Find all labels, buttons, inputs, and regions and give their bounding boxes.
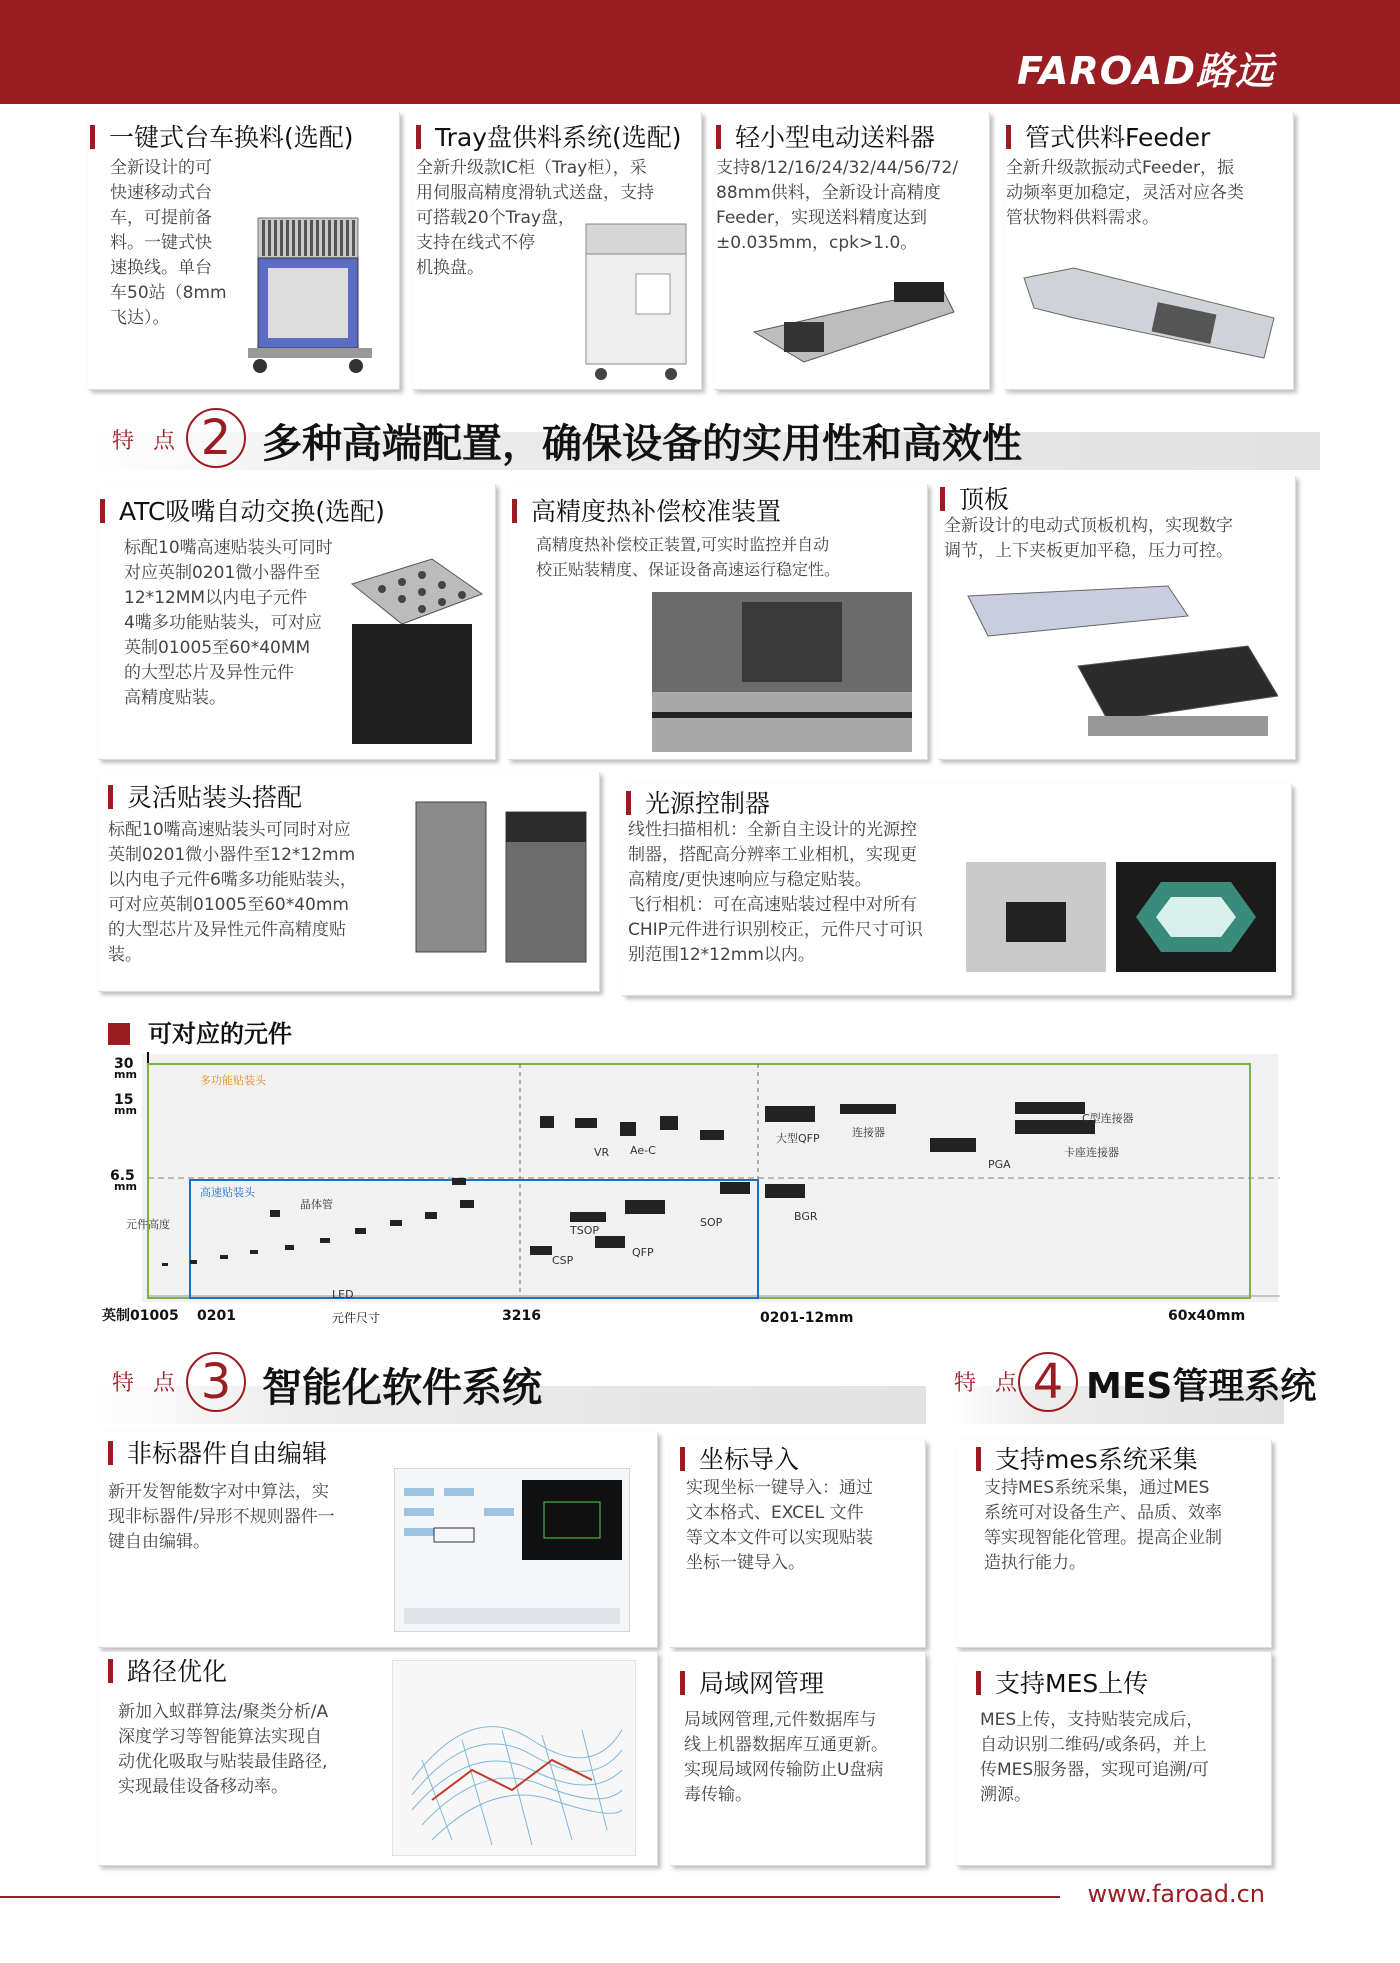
label-connector: 连接器 [852, 1126, 885, 1139]
faroad-logo: FAROAD路远 [1017, 49, 1274, 93]
card-title: 光源控制器 [626, 784, 770, 820]
card-body: 支持8/12/16/24/32/44/56/72/ 88mm供料，全新设计高精度 Feeder，实现送料精度达到 ±0.035mm，cpk>1.0。 [716, 158, 959, 253]
card-body: 实现坐标一键导入：通过 文本格式、EXCEL 文件 等文本文件可以实现贴装 坐标一键导入。 [686, 1478, 873, 1573]
ytick-6-5-unit: mm [114, 1180, 137, 1193]
card-body: 标配10嘴高速贴装头可同时 对应英制0201微小器件至 12*12MM以内电子元件 4嘴多功能贴装头，可对应 英制01005至60*40MM 的大型芯片及异性元件 高精度贴装。 [124, 538, 333, 708]
electric-feeder-image [744, 272, 974, 372]
card-tube-feeder [1004, 112, 1294, 390]
label-led: LED [332, 1288, 354, 1301]
ytick-15-unit: mm [114, 1104, 137, 1117]
region-multi-label: 多功能贴装头 [200, 1074, 266, 1087]
card-top-plate [938, 476, 1296, 760]
card-title: 高精度热补偿校准装置 [512, 492, 781, 528]
card-body: 局域网管理,元件数据库与 线上机器数据库互通更新。 实现局域网传输防止U盘病 毒传输。 [684, 1710, 888, 1805]
xtick-3216: 3216 [502, 1308, 541, 1324]
card-title: 灵活贴装头搭配 [108, 778, 302, 814]
y-axis-label: 元件高度 [126, 1218, 170, 1231]
xtick-0201-12mm: 0201-12mm [760, 1310, 854, 1326]
tube-feeder-image [1014, 258, 1284, 368]
card-light-controller [622, 784, 1292, 996]
section-2-label: 特 点 [112, 429, 181, 454]
card-title: 顶板 [940, 480, 1009, 516]
card-coordinate-import [670, 1440, 926, 1648]
top-plate-image [958, 576, 1278, 746]
card-body: 标配10嘴高速贴装头可同时对应 英制0201微小器件至12*12mm 以内电子元件6嘴多功能贴装头， 可对应英制01005至60*40mm 的大型芯片及异性元件高精度贴 装。 [108, 820, 357, 965]
section-4-label: 特 点 [954, 1371, 1023, 1396]
xtick-0201: 0201 [197, 1308, 236, 1324]
footer-line [0, 1896, 1060, 1898]
x-axis-label: 元件尺寸 [332, 1311, 381, 1325]
section-2-title: 多种高端配置，确保设备的实用性和高效性 [262, 421, 1022, 467]
card-path-optimization [98, 1652, 658, 1866]
section-3-title: 智能化软件系统 [262, 1365, 542, 1411]
component-chart [100, 1050, 1280, 1332]
xtick-01005: 英制01005 [102, 1308, 179, 1324]
camera-images [966, 862, 1286, 982]
label-pga: PGA [988, 1158, 1011, 1171]
card-body: 全新升级款IC柜（Tray柜），采 用伺服高精度滑轨式送盘，支持 可搭载20个Tray盘， 支持在线式不停 机换盘。 [416, 158, 654, 278]
label-aec: Ae-C [630, 1144, 656, 1157]
card-body: 全新升级款振动式Feeder，振 动频率更加稳定，灵活对应各类 管状物料供料需求。 [1006, 158, 1244, 228]
label-c-connector: C型连接器 [1082, 1112, 1134, 1125]
software-editor-image [394, 1468, 630, 1632]
atc-nozzle-image [342, 554, 492, 754]
region-high-speed-label: 高速贴装头 [200, 1186, 255, 1199]
cart-image [238, 208, 378, 378]
card-title: Tray盘供料系统(选配) [416, 118, 682, 154]
chart-title: 可对应的元件 [108, 1014, 292, 1049]
xtick-60x40mm: 60x40mm [1168, 1308, 1246, 1324]
card-body: 新加入蚁群算法/聚类分析/A 深度学习等智能算法实现自 动优化吸取与贴装最佳路径, 实现最佳设备移动率。 [118, 1702, 329, 1797]
card-title: 局域网管理 [680, 1664, 824, 1700]
label-transistor: 晶体管 [300, 1198, 333, 1211]
card-lan-management [670, 1652, 926, 1866]
section-3-label: 特 点 [112, 1371, 181, 1396]
ytick-30: 30 [114, 1056, 134, 1072]
card-cart-feeder [88, 112, 400, 390]
label-sop: SOP [700, 1216, 723, 1229]
label-card-connector: 卡座连接器 [1064, 1146, 1119, 1159]
label-bgr: BGR [794, 1210, 818, 1223]
card-body: 全新设计的电动式顶板机构，实现数字 调节，上下夹板更加平稳，压力可控。 [944, 516, 1233, 561]
card-body: 全新设计的可 快速移动式台 车，可提前备 料。一键式快 速换线。单台 车50站（8mm 飞达）。 [110, 158, 227, 328]
card-body: MES上传，支持贴装完成后， 自动识别二维码/或条码，并上 传MES服务器，实现可追溯/可 溯源。 [980, 1710, 1209, 1805]
label-large-qfp: 大型QFP [776, 1132, 820, 1145]
card-title: 坐标导入 [680, 1440, 799, 1476]
section-2-number: 2 [186, 408, 246, 468]
card-nonstandard-edit [98, 1432, 658, 1648]
section-4-title: MES管理系统 [1086, 1366, 1317, 1407]
card-body: 高精度热补偿校正装置,可实时监控并自动 校正贴装精度、保证设备高速运行稳定性。 [536, 535, 841, 579]
card-flexible-head [98, 772, 600, 992]
ytick-30-unit: mm [114, 1068, 137, 1081]
path-surface-plot [392, 1660, 636, 1856]
tray-cabinet-image [576, 214, 696, 384]
card-mes-collection [956, 1440, 1272, 1648]
label-vr: VR [594, 1146, 610, 1159]
card-thermal-compensation [508, 484, 928, 760]
thermal-device-image [652, 592, 912, 752]
card-title: 管式供料Feeder [1006, 118, 1210, 154]
label-tsop: TSOP [570, 1224, 599, 1237]
section-4-number: 4 [1018, 1352, 1078, 1412]
card-electric-feeder [714, 112, 990, 390]
card-atc-nozzle [98, 484, 496, 760]
card-title: 非标器件自由编辑 [108, 1434, 327, 1470]
card-title: 路径优化 [108, 1652, 227, 1688]
card-tray-feeder [412, 112, 702, 390]
ytick-15: 15 [114, 1092, 134, 1108]
card-title: 支持mes系统采集 [976, 1440, 1198, 1476]
card-title: ATC吸嘴自动交换(选配) [100, 492, 385, 528]
card-body: 线性扫描相机：全新自主设计的光源控 制器，搭配高分辨率工业相机，实现更 高精度/更快速响应与稳定贴装。 飞行相机：可在高速贴装过程中对所有 CHIP元件进行识别校正，元件尺寸可识 别范围12*12mm以内。 [628, 820, 923, 965]
card-title: 支持MES上传 [976, 1664, 1148, 1700]
label-qfp: QFP [632, 1246, 654, 1259]
label-csp: CSP [552, 1254, 574, 1267]
card-body: 新开发智能数字对中算法，实 现非标器件/异形不规则器件一 键自由编辑。 [108, 1482, 335, 1552]
card-title: 轻小型电动送料器 [716, 118, 935, 154]
placement-head-image [406, 782, 596, 982]
card-title: 一键式台车换料(选配) [90, 118, 354, 154]
ytick-6-5: 6.5 [110, 1168, 135, 1184]
website-url[interactable]: www.faroad.cn [1087, 1880, 1265, 1908]
card-body: 支持MES系统采集，通过MES 系统可对设备生产、品质、效率 等实现智能化管理。提高企业制 造执行能力。 [984, 1478, 1222, 1573]
card-mes-upload [956, 1652, 1272, 1866]
section-3-number: 3 [186, 1352, 246, 1412]
